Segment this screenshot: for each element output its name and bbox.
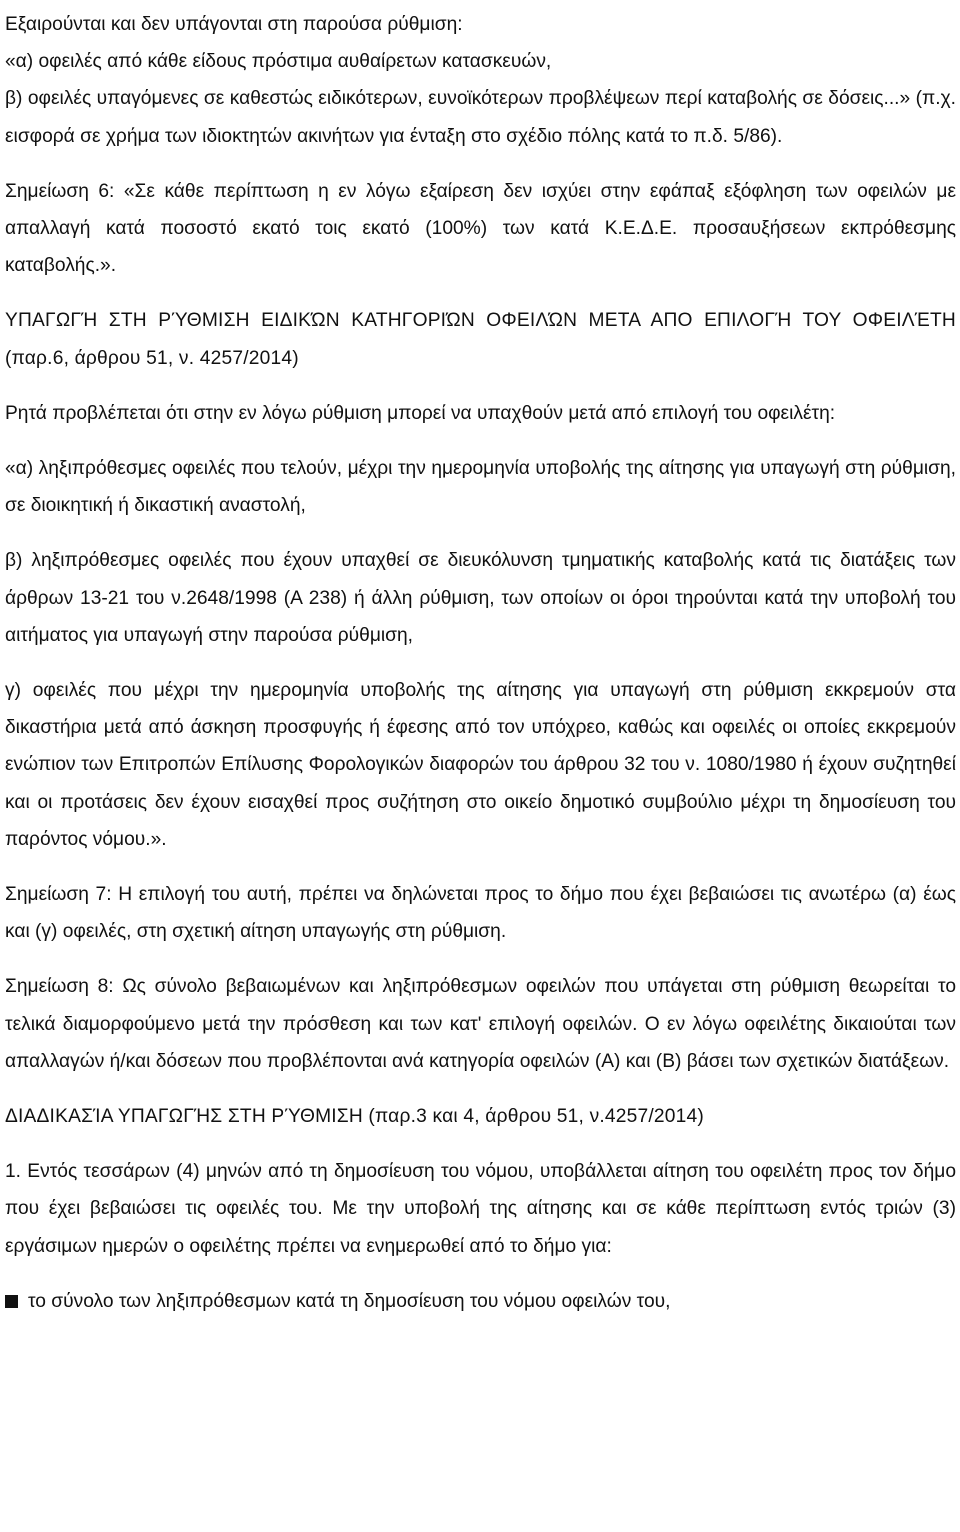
paragraph-procedure-1: 1. Εντός τεσσάρων (4) μηνών από τη δημοσίευση του νόμου, υποβάλλεται αίτηση του οφειλέτη προς τον δήμο που έχει βεβαιώσει τις οφειλές του. Με την υποβολή της αίτησης και σε κάθε περίπτωση εντός τριών (3) εργάσιμων ημερών ο οφειλέτης πρέπει να ενημερωθεί από το δήμο για: <box>5 1161 956 1257</box>
bullet-text: το σύνολο των ληξιπρόθεσμων κατά τη δημοσίευση του νόμου οφειλών του, <box>28 1290 671 1312</box>
paragraph-exclusions-intro: Εξαιρούνται και δεν υπάγονται στη παρούσα ρύθμιση: <box>5 14 463 35</box>
bullet-list-item <box>5 1283 956 1320</box>
paragraph-inclusion-c: γ) οφειλές που μέχρι την ημερομηνία υποβολής της αίτησης για υπαγωγή στη ρύθμιση εκκρεμούν στα δικαστήρια μετά από άσκηση προσφυγής ή έφεσης από τον υπόχρεο, καθώς και οφειλές οι οποίες εκκρεμούν ενώπιον των Επιτροπών Επίλυσης Φορολογικών διαφορών του άρθρου 32 του ν. 1080/1980 ή έχουν συζητηθεί και οι προτάσεις δεν έχουν εισαχθεί προς συζήτηση στο οικείο δημοτικό συμβούλιο μέχρι τη δημοσίευση του παρόντος νόμου.». <box>5 680 956 850</box>
paragraph-note-7: Σημείωση 7: Η επιλογή του αυτή, πρέπει να δηλώνεται προς το δήμο που έχει βεβαιώσει τις ανωτέρω (α) έως και (γ) οφειλές, στη σχετική αίτηση υπαγωγής στη ρύθμιση. <box>5 884 956 943</box>
paragraph-exclusion-a: «α) οφειλές από κάθε είδους πρόστιμα αυθαίρετων κατασκευών, <box>5 51 552 73</box>
section-heading-special-categories: ΥΠΑΓΩΓΉ ΣΤΗ ΡΎΘΜΙΣΗ ΕΙΔΙΚΏΝ ΚΑΤΗΓΟΡΙΏΝ ΟΦΕΙΛΏΝ ΜΕΤΑ ΑΠΟ ΕΠΙΛΟΓΉ ΤΟΥ ΟΦΕΙΛΈΤΗ (παρ.6, άρθρου 51, ν. 4257/2014) <box>5 310 956 369</box>
paragraph-inclusion-a: «α) ληξιπρόθεσμες οφειλές που τελούν, μέχρι την ημερομηνία υποβολής της αίτησης για υπαγωγή στη ρύθμιση, σε διοικητική ή δικαστική αναστολή, <box>5 458 956 517</box>
paragraph-note-6: Σημείωση 6: «Σε κάθε περίπτωση η εν λόγω εξαίρεση δεν ισχύει στην εφάπαξ εξόφληση των οφειλών με απαλλαγή κατά ποσοστό εκατό τοις εκατό (100%) των κατά Κ.Ε.Δ.Ε. προσαυξήσεων εκπρόθεσμης καταβολής.». <box>5 180 956 277</box>
paragraph-optional-inclusion-intro: Ρητά προβλέπεται ότι στην εν λόγω ρύθμιση μπορεί να υπαχθούν μετά από επιλογή του οφειλέτη: <box>5 402 836 424</box>
paragraph-note-8: Σημείωση 8: Ως σύνολο βεβαιωμένων και ληξιπρόθεσμων οφειλών που υπάγεται στη ρύθμιση θεωρείται το τελικά διαμορφούμενο μετά την πρόσθεση και των κατ' επιλογή οφειλών. Ο εν λόγω οφειλέτης δικαιούται των απαλλαγών ή/και δόσεων που προβλέπονται ανά κατηγορία οφειλών (Α) και (Β) βάσει των σχετικών διατάξεων. <box>5 976 956 1072</box>
paragraph-inclusion-b: β) ληξιπρόθεσμες οφειλές που έχουν υπαχθεί σε διευκόλυνση τμηματικής καταβολής κατά τις διατάξεις των άρθρων 13-21 του ν.2648/1998 (Α 238) ή άλλη ρύθμιση, των οποίων οι όροι τηρούνται κατά την υποβολή του αιτήματος για υπαγωγή στην παρούσα ρύθμιση, <box>5 550 956 646</box>
square-bullet-icon <box>5 1295 18 1308</box>
paragraph-exclusion-b: β) οφειλές υπαγόμενες σε καθεστώς ειδικότερων, ευνοϊκότερων προβλέψεων περί καταβολής σε δόσεις...» (π.χ. εισφορά σε χρήμα των ιδιοκτητών ακινήτων για ένταξη στο σχέδιο πόλης κατά το π.δ. 5/86). <box>5 88 956 147</box>
section-heading-procedure: ΔΙΑΔΙΚΑΣΊΑ ΥΠΑΓΩΓΉΣ ΣΤΗ ΡΎΘΜΙΣΗ (παρ.3 και 4, άρθρου 51, ν.4257/2014) <box>5 1106 705 1128</box>
